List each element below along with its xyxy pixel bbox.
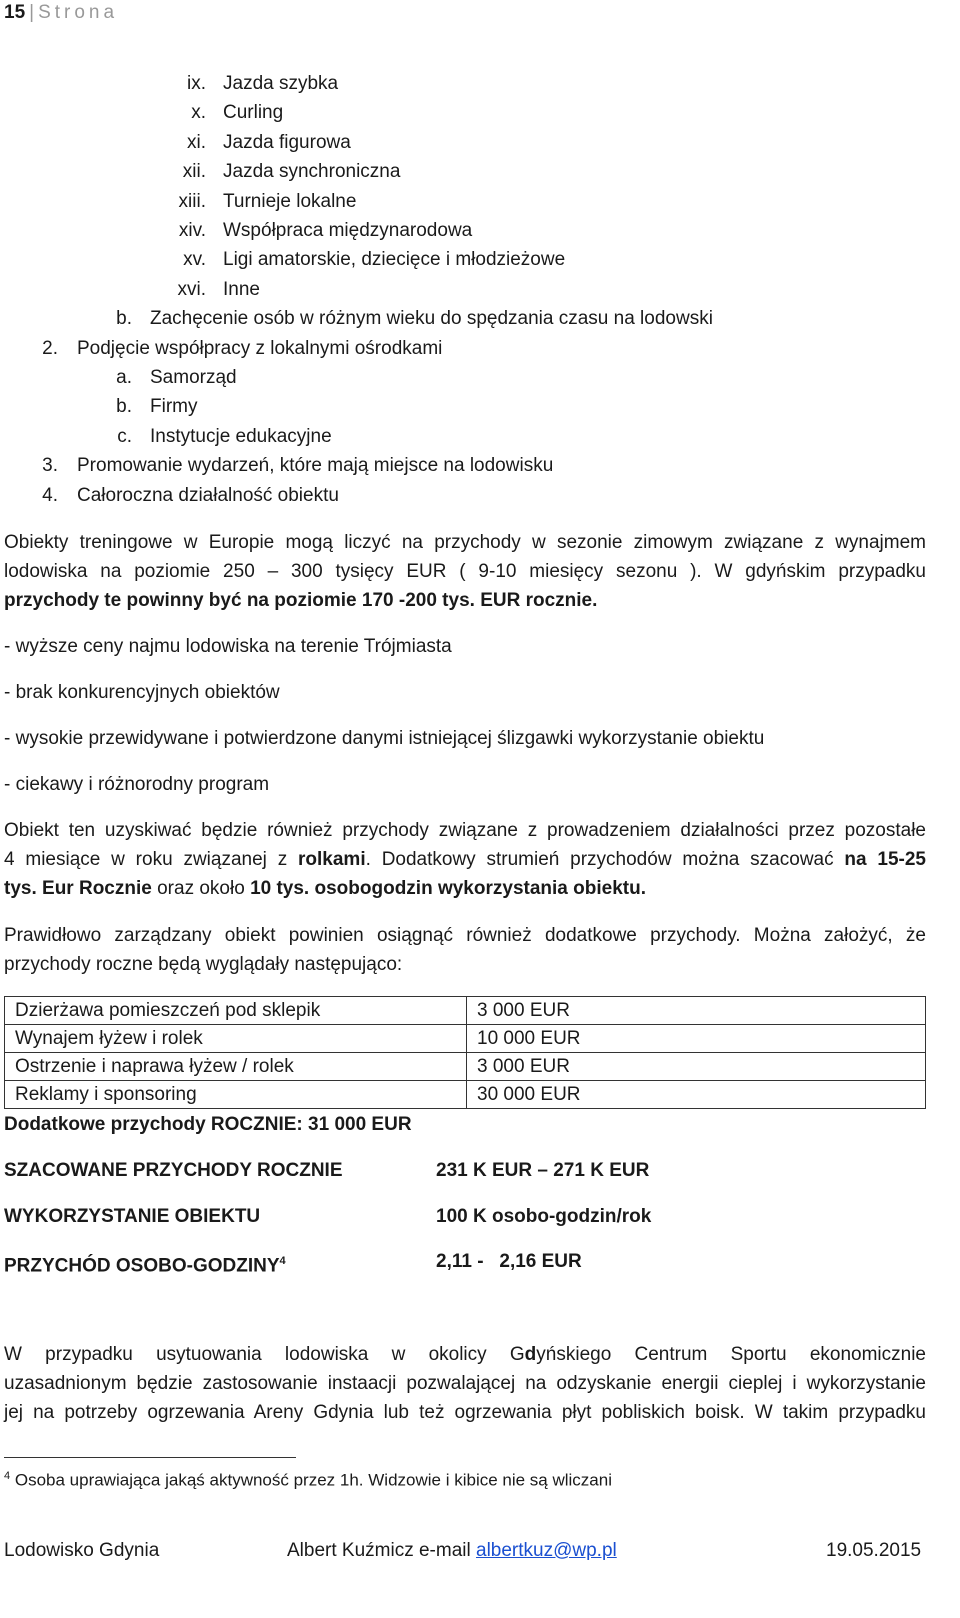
- bold-text: na 15-25: [844, 849, 926, 870]
- list-text: Samorząd: [150, 367, 237, 388]
- text-run: . Dodatkowy strumień przychodów można szacować: [365, 849, 845, 870]
- list-marker: xiii.: [178, 191, 206, 212]
- revenue-item: Dzierżawa pomieszczeń pod sklepik: [5, 997, 467, 1025]
- page-header: [4, 2, 118, 24]
- list-text: Podjęcie współpracy z lokalnymi ośrodkami: [77, 338, 443, 359]
- list-marker: ix.: [187, 73, 206, 94]
- table-row: [5, 1053, 926, 1081]
- paragraph-line: [4, 874, 926, 903]
- outline-item: [0, 245, 940, 274]
- summary-label: [4, 1247, 286, 1280]
- bold-text: d: [524, 1344, 537, 1365]
- footnote-separator: [4, 1457, 296, 1458]
- list-text: Firmy: [150, 396, 198, 417]
- list-text: Instytucje edukacyjne: [150, 426, 332, 447]
- page-number: 15: [4, 2, 26, 23]
- outline-item: [0, 422, 940, 451]
- paragraph-line: jej na potrzeby ogrzewania Areny Gdynia lub też ogrzewania płyt pobliskich boisk. W takim przypadku: [4, 1402, 926, 1423]
- list-marker: 2.: [42, 338, 58, 359]
- revenue-amount: 10 000 EUR: [467, 1025, 926, 1053]
- list-marker: 3.: [42, 455, 58, 476]
- outline-item: [0, 363, 940, 392]
- list-text: Współpraca międzynarodowa: [223, 220, 473, 241]
- outline-item: [0, 304, 940, 333]
- list-text: Jazda synchroniczna: [223, 161, 401, 182]
- text-run: oraz około: [151, 878, 251, 899]
- revenue-amount: 30 000 EUR: [467, 1081, 926, 1109]
- list-marker: xii.: [182, 161, 206, 182]
- revenue-amount: 3 000 EUR: [467, 1053, 926, 1081]
- revenue-item: Ostrzenie i naprawa łyżew / rolek: [5, 1053, 467, 1081]
- footnote-mark: 4: [4, 1470, 11, 1482]
- list-marker: b.: [116, 396, 132, 417]
- bullet-item: - brak konkurencyjnych obiektów: [4, 682, 280, 703]
- paragraph-line: [4, 1340, 926, 1369]
- paragraph-line: Obiekt ten uzyskiwać będzie również przychody związane z prowadzeniem działalności przez pozostałe: [4, 820, 926, 841]
- list-marker: b.: [116, 308, 132, 329]
- list-text: Promowanie wydarzeń, które mają miejsce na lodowisku: [77, 455, 554, 476]
- list-text: Curling: [223, 102, 284, 123]
- summary-value: 100 K osobo-godzin/rok: [436, 1206, 652, 1227]
- list-marker: xv.: [183, 249, 206, 270]
- list-marker: c.: [117, 426, 132, 447]
- list-text: Inne: [223, 279, 260, 300]
- bullet-item: - wysokie przewidywane i potwierdzone danymi istniejącej ślizgawki wykorzystanie obiektu: [4, 728, 765, 749]
- footnote-text: Osoba uprawiająca jakąś aktywność przez 1h. Widzowie i kibice nie są wliczani: [10, 1470, 612, 1490]
- footnote-ref: 4: [279, 1255, 286, 1267]
- outline-item: [0, 451, 940, 480]
- summary-label: WYKORZYSTANIE OBIEKTU: [4, 1206, 261, 1227]
- footer-author: [287, 1540, 617, 1562]
- email-link[interactable]: albertkuz@wp.pl: [476, 1540, 617, 1561]
- outline-item: [0, 334, 940, 363]
- paragraph-line: uzasadnionym będzie zastosowanie instaacji pozwalającej na odzyskanie energii cieplej i wykorzystanie: [4, 1373, 926, 1394]
- list-marker: xvi.: [177, 279, 206, 300]
- bold-text: 10 tys. osobogodzin wykorzystania obiektu.: [250, 878, 646, 899]
- list-text: Zachęcenie osób w różnym wieku do spędzania czasu na lodowski: [150, 308, 713, 329]
- paragraph-revenue-intro: [4, 528, 926, 615]
- outline-item: [0, 157, 940, 186]
- footer-date: 19.05.2015: [826, 1540, 922, 1561]
- list-marker: 4.: [42, 485, 58, 506]
- table-row: [5, 1025, 926, 1053]
- list-text: Jazda szybka: [223, 73, 339, 94]
- summary-value: 231 K EUR – 271 K EUR: [436, 1160, 650, 1181]
- outline-item: [0, 187, 940, 216]
- text-run: W przypadku usytuowania lodowiska w okolicy G: [4, 1344, 525, 1365]
- list-marker: x.: [191, 102, 206, 123]
- paragraph-rollers: [4, 816, 926, 903]
- header-separator: |: [29, 2, 35, 23]
- text-run: yńskiego Centrum Sportu ekonomicznie: [536, 1344, 926, 1365]
- bullet-item: - ciekawy i różnorodny program: [4, 774, 270, 795]
- summary-label: SZACOWANE PRZYCHODY ROCZNIE: [4, 1160, 343, 1181]
- paragraph-energy: [4, 1340, 926, 1427]
- footnote: [4, 1470, 612, 1491]
- additional-total: Dodatkowe przychody ROCZNIE: 31 000 EUR: [4, 1114, 412, 1135]
- outline-item: [0, 128, 940, 157]
- outline-item: [0, 98, 940, 127]
- list-text: Turnieje lokalne: [223, 191, 357, 212]
- text-run: 4 miesiące w roku związanej z: [4, 849, 299, 870]
- table-row: [5, 997, 926, 1025]
- footer-author-text: Albert Kuźmicz e-mail: [287, 1540, 476, 1561]
- outline-item: [0, 216, 940, 245]
- list-marker: a.: [116, 367, 132, 388]
- list-marker: xi.: [187, 132, 206, 153]
- paragraph-additional-revenue: [4, 921, 926, 979]
- list-text: Ligi amatorskie, dziecięce i młodzieżowe: [223, 249, 566, 270]
- revenue-item: Reklamy i sponsoring: [5, 1081, 467, 1109]
- outline-item: [0, 392, 940, 421]
- revenue-amount: 3 000 EUR: [467, 997, 926, 1025]
- table-row: [5, 1081, 926, 1109]
- bullet-item: - wyższe ceny najmu lodowiska na terenie Trójmiasta: [4, 636, 452, 657]
- summary-value: 2,11 - 2,16 EUR: [436, 1251, 582, 1272]
- summary-label-text: PRZYCHÓD OSOBO-GODZINY: [4, 1255, 280, 1277]
- paragraph-line: [4, 586, 926, 615]
- bold-text: przychody te powinny być na poziomie 170 -200 tys. EUR rocznie.: [4, 590, 598, 611]
- paragraph-line: [4, 845, 926, 874]
- header-strona: Strona: [38, 2, 119, 23]
- paragraph-line: lodowiska na poziomie 250 – 300 tysięcy EUR ( 9-10 miesięcy sezonu ). W gdyńskim przypadku: [4, 561, 926, 582]
- footer-title: Lodowisko Gdynia: [4, 1540, 160, 1561]
- list-text: Jazda figurowa: [223, 132, 351, 153]
- bold-text: rolkami: [298, 849, 366, 870]
- outline-item: [0, 481, 940, 510]
- list-text: Całoroczna działalność obiektu: [77, 485, 339, 506]
- paragraph-line: przychody roczne będą wyglądały następująco:: [4, 954, 403, 975]
- revenue-table: [4, 996, 926, 1109]
- paragraph-line: Obiekty treningowe w Europie mogą liczyć na przychody w sezonie zimowym związane z wynajmem: [4, 532, 926, 553]
- outline-item: [0, 275, 940, 304]
- bold-text: tys. Eur Rocznie: [4, 878, 152, 899]
- list-marker: xiv.: [178, 220, 206, 241]
- outline-item: [0, 69, 940, 98]
- paragraph-line: Prawidłowo zarządzany obiekt powinien osiągnąć również dodatkowe przychody. Można założyć, że: [4, 925, 926, 946]
- revenue-item: Wynajem łyżew i rolek: [5, 1025, 467, 1053]
